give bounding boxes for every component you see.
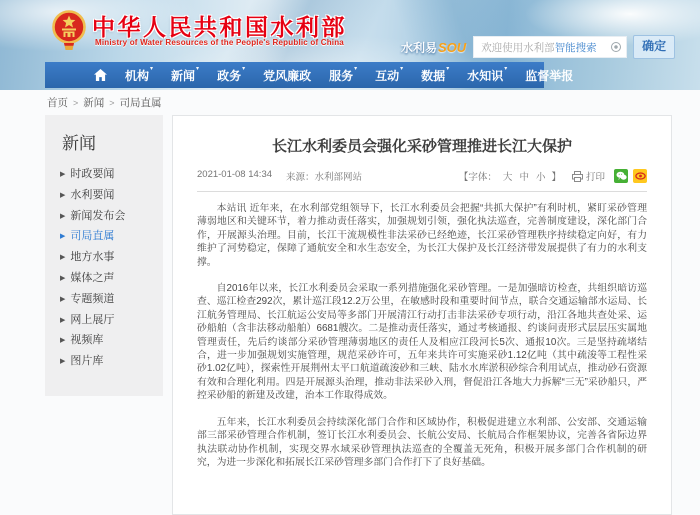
arrow-right-icon: ▶ [60,233,66,241]
article-meta-right [459,169,647,183]
breadcrumb [47,95,700,110]
arrow-right-icon: ▶ [60,212,66,220]
sidebar-title: 新闻 [62,134,96,153]
arrow-right-icon: ▶ [60,254,66,262]
main-nav [45,62,574,88]
nav-item-jigou[interactable]: 机构 ▾ [125,65,154,83]
arrow-right-icon: ▶ [60,295,66,303]
print-button[interactable]: 打印 [572,169,605,183]
chevron-down-icon: ▾ [446,65,450,72]
site-banner [0,0,700,90]
content-layout [45,115,672,515]
chevron-down-icon: ▾ [150,65,154,72]
article-paragraph: 本站讯 近年来，在水利部党组领导下，长江水利委员会把握“共抓大保护”有利时机，紧盯采砂管理薄弱地区和关键环节，着力推动责任落实，加强规划引领，强化执法巡查，完善制度建设，深化部门合作，开展源头治理。目前，长江干流规模性非法采砂已经绝迹，长江采砂管理秩序持续稳定向好，有力维护了河势稳定，保障了通航安全和水生态安全，为长江大保护及长江经济带发展提供了有力的水利支撑。 [197,203,647,268]
national-emblem-icon [52,10,86,52]
sidebar-item-xinwenfabuhui[interactable]: ▶ 新闻发布会 [60,209,126,222]
article-body [197,202,647,469]
sidebar-item-difangshuishi[interactable]: ▶ 地方水事 [60,251,115,264]
nav-item-xinwen[interactable]: 新闻 ▾ [171,65,200,83]
nav-item-shuizhishi[interactable]: 水知识 ▾ [467,65,508,83]
sidebar-item-shuiliyaowen[interactable]: ▶ 水利要闻 [60,188,115,201]
nav-item-fuwu[interactable]: 服务 ▾ [329,65,358,83]
share-wechat-button[interactable] [614,169,628,183]
article-date: 2021-01-08 14:34 [197,169,273,180]
article-panel [172,115,672,515]
page-title: 长江水利委员会强化采砂管理推进长江大保护 [271,138,572,155]
article-paragraph: 自2016年以来，长江水利委员会采取一系列措施强化采砂管理。一是加强暗访检查，共组织暗访巡查、巡江检查292次，累计巡江段12.2万公里，在敏感时段和重要时间节点，联合交通运输部水运局、长江航务管理局、长江航运公安局等多部门开展清江行动打击非法采砂专项行动，沿江各地共查处采、运砂船舶（含非法移动船舶）6681艘次。二是推动责任落实，通过考核通报、约谈问责形式层层压实属地管理责任，先后约谈部分采砂管理薄弱地区的责任人及相应江段河长5次、通报10次。三是坚持疏堵结合，进一步加强规划实施管理，规范采砂许可，五年来共许可实施采砂1.12亿吨（其中疏浚等工程性采砂1.02亿吨），探索性开展荆州太平口航道疏浚砂和三峡、陆水水库淤积砂综合利用试点，推动砂石资源有效和合理化利用。四是开展源头治理，推动非法采砂入刑，督促沿江各地大力拆解“三无”采砂船只，严控采砂船的新建及改建，治本工作取得成效。 [197,283,647,402]
nav-home[interactable] [85,69,116,81]
search-bar [401,36,675,58]
font-size-large-button[interactable]: 大 [502,172,513,183]
article-meta-left [197,169,362,183]
arrow-right-icon: ▶ [60,191,66,199]
chevron-down-icon: ▾ [354,65,358,72]
font-size-label-open: 【字体： [458,172,497,183]
nav-item-hudong[interactable]: 互动 ▾ [375,65,404,83]
home-icon [94,69,107,81]
search-input[interactable] [473,36,627,58]
breadcrumb-current: 司局直属 [119,97,162,109]
voice-search-icon[interactable] [611,42,621,52]
arrow-right-icon: ▶ [60,337,66,345]
sidebar-item-zhuantipindao[interactable]: ▶ 专题频道 [60,292,115,305]
sidebar-item-sijuzhishu[interactable]: ▶ 司局直属 [60,230,115,243]
search-placeholder: 欢迎使用水利部智能搜索 [481,41,597,54]
sidebar-item-shizhengyaowen[interactable]: ▶ 时政要闻 [60,168,115,180]
printer-icon [572,171,583,182]
article-meta [197,169,647,192]
search-brand-logo: 水利易 SOU [401,39,467,55]
font-size-label-close: 】 [551,172,561,183]
chevron-down-icon: ▾ [196,65,200,72]
site-title: 中华人民共和国水利部 [92,14,347,40]
chevron-down-icon: ▾ [242,65,246,72]
font-size-medium-button[interactable]: 中 [519,172,529,183]
wechat-icon [616,171,627,181]
sidebar-item-wangshangzhanting[interactable]: ▶ 网上展厅 [60,313,115,326]
nav-item-dangfenglianzheng[interactable]: 党风廉政 [263,68,312,83]
breadcrumb-separator: > [109,97,115,108]
site-subtitle: Ministry of Water Resources of the People's Republic of China [95,38,344,47]
nav-item-shuju[interactable]: 数据 ▾ [421,65,450,83]
chevron-down-icon: ▾ [400,65,404,72]
article-source: 来源：水利部网站 [286,172,363,183]
sidebar-item-shipinku[interactable]: ▶ 视频库 [60,334,104,347]
chevron-down-icon: ▾ [504,65,508,72]
arrow-right-icon: ▶ [60,171,66,178]
sidebar-item-meitizhisheng[interactable]: ▶ 媒体之声 [60,271,115,284]
breadcrumb-separator: > [73,97,79,108]
nav-item-zhengwu[interactable]: 政务 ▾ [217,65,246,83]
nav-item-jiandujubao[interactable]: 监督举报 [525,68,574,83]
sidebar-item-tupianku[interactable]: ▶ 图片库 [60,355,104,368]
font-size-small-button[interactable]: 小 [535,172,546,183]
weibo-icon [635,171,646,181]
search-submit-button[interactable]: 确定 [633,35,675,59]
sidebar [45,115,163,396]
breadcrumb-home[interactable]: 首页 [47,97,68,109]
arrow-right-icon: ▶ [60,316,66,324]
arrow-right-icon: ▶ [60,274,66,282]
article-paragraph: 五年来，长江水利委员会持续深化部门合作和区域协作，积极促进建立水利部、公安部、交通运输部三部采砂管理合作机制，签订长江水利委员会、长航公安局、长航局合作框架协议，完善各省际边界执法联动协作机制，实现交界水域采砂管理执法巡查的全覆盖无死角，积极开展多部门合作机制的研究，为进一步深化和拓展长江采砂管理多部门合作打下了良好基础。 [197,416,647,468]
arrow-right-icon: ▶ [60,358,66,366]
share-weibo-button[interactable] [633,169,647,183]
breadcrumb-news[interactable]: 新闻 [83,97,105,109]
